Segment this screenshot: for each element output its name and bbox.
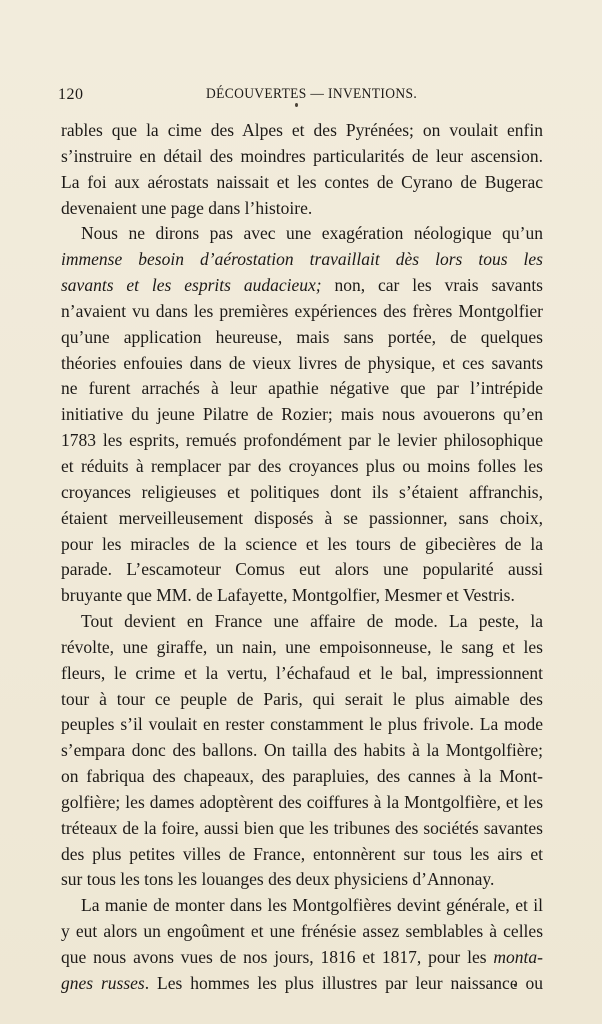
text-run: croyances religieuses et politiques dont ils s’étaient affranchis, <box>61 481 543 502</box>
text-line <box>61 506 543 532</box>
text-run: La foi aux aérostats naissait et les contes de Cyrano de Bugerac <box>61 171 543 192</box>
text-run: pour les miracles de la science et les tours de gibecières de la <box>61 533 543 554</box>
text-run: gnes russes <box>61 972 145 993</box>
text-run: révolte, une giraffe, un nain, une empoisonneuse, le sang et les <box>61 636 543 657</box>
text-line <box>61 454 543 480</box>
text-run: qu’une application heureuse, mais sans portée, de quelques <box>61 326 543 347</box>
text-line <box>61 945 543 971</box>
text-line <box>61 221 543 247</box>
text-run: que nous avons vues de nos jours, 1816 et 1817, pour les <box>61 947 494 967</box>
text-line <box>61 273 543 299</box>
text-run: théories enfouies dans de vieux livres de physique, et ces savants <box>61 352 543 373</box>
text-run: on fabriqua des chapeaux, des parapluies, des cannes à la Mont- <box>61 766 543 787</box>
text-run: s’instruire en détail des moindres particularités de leur ascension. <box>61 145 543 166</box>
text-line <box>61 402 543 428</box>
text-run: tour à tour ce peuple de Paris, qui serait le plus aimable des <box>61 688 543 709</box>
text-line <box>61 919 543 945</box>
text-line <box>61 325 543 351</box>
text-run: ne furent arrachés à leur apathie négative que par l’intrépide <box>61 378 543 399</box>
text-line <box>61 428 543 454</box>
text-run: rables que la cime des Alpes et des Pyrénées; on voulait enfin <box>61 120 543 140</box>
text-line <box>61 299 543 325</box>
text-line <box>61 971 543 997</box>
text-line <box>61 635 543 661</box>
text-run: fleurs, le crime et la vertu, l’échafaud et le bal, impressionnent <box>61 662 543 683</box>
text-run: initiative du jeune Pilatre de Rozier; mais nous avouerons qu’en <box>61 404 543 425</box>
text-run: sur tous les tons les louanges des deux physiciens d’Annonay. <box>61 869 495 890</box>
text-run: devenaient une page dans l’histoire. <box>61 197 313 218</box>
text-line <box>61 609 543 635</box>
text-line <box>61 867 543 893</box>
text-line <box>61 196 543 222</box>
page-number: 120 <box>58 86 84 103</box>
text-run: peuples s’il voulait en rester constamment le plus frivole. La mode <box>61 714 543 735</box>
text-line <box>61 687 543 713</box>
text-run: 1783 les esprits, remués profondément par le levier philosophique <box>61 430 543 451</box>
text-run: non, car les vrais savants <box>321 275 543 296</box>
text-line <box>61 247 543 273</box>
text-line <box>61 712 543 738</box>
text-run: s’empara donc des ballons. On tailla des habits à la Montgolfière; <box>61 740 543 761</box>
text-line <box>61 816 543 842</box>
text-run: monta- <box>493 947 543 967</box>
text-run: Tout devient en France une affaire de mode. La peste, la <box>81 611 543 632</box>
text-run: parade. L’escamoteur Comus eut alors une popularité aussi <box>61 559 543 580</box>
text-line <box>61 480 543 506</box>
text-run: Nous ne dirons pas avec une exagération néologique qu’un <box>81 223 543 244</box>
text-line <box>61 661 543 687</box>
text-line <box>61 583 543 609</box>
text-run: des plus petites villes de France, entonnèrent sur tous les airs et <box>61 843 543 864</box>
text-run: immense besoin d’aérostation travaillait dès lors tous les <box>61 249 543 270</box>
text-run: savants et les esprits audacieux; <box>61 275 322 296</box>
text-line <box>61 376 543 402</box>
text-run: . Les hommes les plus illustres par leur naissance ou <box>144 972 543 993</box>
text-line <box>61 351 543 377</box>
text-line <box>61 842 543 868</box>
running-head: DÉCOUVERTES — INVENTIONS. <box>206 86 418 102</box>
text-run: étaient merveilleusement disposés à se passionner, sans choix, <box>61 507 543 528</box>
text-run: golfière; les dames adoptèrent des coiffures à la Montgolfière, et les <box>61 791 543 812</box>
page-header <box>58 86 548 108</box>
text-line <box>61 738 543 764</box>
text-run: y eut alors un engoûment et une frénésie assez semblables à celles <box>61 921 543 942</box>
text-run: La manie de monter dans les Montgolfières devint générale, et il <box>81 895 543 916</box>
text-run: tréteaux de la foire, aussi bien que les tribunes des sociétés savantes <box>61 817 543 838</box>
body-text <box>61 118 543 997</box>
text-line <box>61 557 543 583</box>
text-run: bruyante que MM. de Lafayette, Montgolfier, Mesmer et Vestris. <box>61 585 515 606</box>
text-line <box>61 764 543 790</box>
text-line <box>61 144 543 170</box>
text-run: n’avaient vu dans les premières expériences des frères Montgolfier <box>61 300 543 321</box>
text-line <box>61 532 543 558</box>
text-run: et réduits à remplacer par des croyances plus ou moins folles les <box>61 455 543 476</box>
text-line <box>61 790 543 816</box>
text-line <box>61 893 543 919</box>
ink-speck <box>295 103 298 107</box>
text-line <box>61 118 543 144</box>
text-line <box>61 170 543 196</box>
